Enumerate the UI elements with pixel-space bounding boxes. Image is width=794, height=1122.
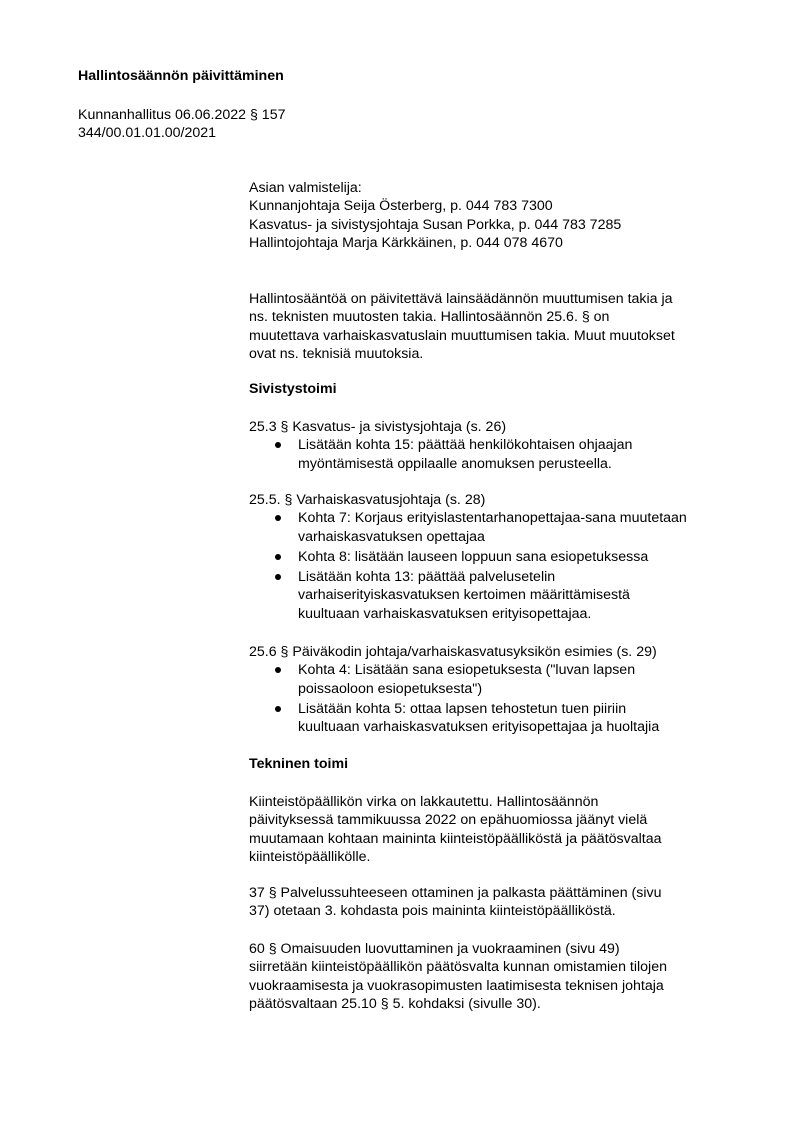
item-25-6 bbox=[249, 643, 729, 738]
bullet-item: Kohta 8: lisätään lauseen loppuun sana esiopetuksessa bbox=[249, 548, 729, 566]
text-line: ns. teknisten muutosten takia. Hallintosäännön 25.6. § on bbox=[249, 309, 610, 326]
text-line: Hallintosääntöä on päivitettävä lainsäädännön muuttumisen takia ja bbox=[249, 291, 673, 307]
text-line: vuokraamisesta ja vuokrasopimusten laatimisesta teknisen johtaja bbox=[249, 977, 664, 994]
text-line: siirretään kiinteistöpäällikön päätösvalta kunnan omistamien tilojen bbox=[249, 959, 667, 976]
bullet-icon bbox=[275, 706, 281, 712]
section-heading-sivistystoimi: Sivistystoimi bbox=[249, 381, 337, 397]
bullet-item: Lisätään kohta 15: päättää henkilökohtaisen ohjaajan myöntämisestä oppilaalle anomuksen perusteella. bbox=[249, 436, 729, 473]
preparer: Hallintojohtaja Marja Kärkkäinen, p. 044 078 4670 bbox=[249, 234, 563, 251]
bullet-icon bbox=[275, 442, 281, 448]
meeting-line: Kunnanhallitus 06.06.2022 § 157 bbox=[78, 107, 286, 123]
bullet-icon bbox=[275, 667, 281, 673]
document-title: Hallintosäännön päivittäminen bbox=[78, 68, 284, 84]
bullet-icon bbox=[275, 574, 281, 580]
preparer: Kunnanjohtaja Seija Österberg, p. 044 783 7300 bbox=[249, 198, 553, 215]
item-25-5 bbox=[249, 491, 729, 625]
preparers-block bbox=[249, 179, 729, 252]
text-line: 37 § Palvelussuhteeseen ottaminen ja palkasta päättäminen (sivu bbox=[249, 885, 662, 901]
text-line: päivityksessä tammikuussa 2022 on epähuomiossa jäänyt vielä bbox=[249, 812, 648, 829]
text-line: 60 § Omaisuuden luovuttaminen ja vuokraaminen (sivu 49) bbox=[249, 941, 620, 957]
record-number: 344/00.01.01.00/2021 bbox=[78, 125, 217, 141]
bullet-item: Kohta 4: Lisätään sana esiopetuksesta ("luvan lapsen poissaoloon esiopetuksesta") bbox=[249, 661, 729, 698]
text-line: päätösvaltaan 25.10 § 5. kohdaksi (sivulle 30). bbox=[249, 995, 541, 1012]
text-line: muutettava varhaiskasvatuslain muuttumisen takia. Muut muutokset bbox=[249, 327, 675, 344]
bullet-icon bbox=[275, 515, 281, 521]
bullet-item: Lisätään kohta 5: ottaa lapsen tehostetun tuen piiriin kuultuaan varhaiskasvatuksen erityisopettajaa ja huoltajia bbox=[249, 700, 729, 737]
text-line: ovat ns. teknisiä muutoksia. bbox=[249, 345, 424, 362]
section-heading-tekninen: Tekninen toimi bbox=[249, 756, 349, 772]
tekninen-paragraph-3 bbox=[249, 940, 729, 1013]
item-title: 25.5. § Varhaiskasvatusjohtaja (s. 28) bbox=[249, 492, 486, 508]
text-line: Kiinteistöpäällikön virka on lakkautettu. Hallintosäännön bbox=[249, 794, 599, 810]
bullet-item: Kohta 7: Korjaus erityislastentarhanopettajaa-sana muutetaan varhaiskasvatuksen opettajaa bbox=[249, 509, 729, 546]
item-25-3 bbox=[249, 418, 729, 475]
text-line: kiinteistöpäällikölle. bbox=[249, 848, 371, 865]
bullet-item: Lisätään kohta 13: päättää palvelusetelin varhaiserityiskasvatuksen kertoimen määrittämisestä kuultuaan varhaiskasvatuksen erityisopettajaa. bbox=[249, 568, 729, 623]
preparers-label: Asian valmistelija: bbox=[249, 180, 362, 196]
text-line: muutamaan kohtaan maininta kiinteistöpäälliköstä ja päätösvaltaa bbox=[249, 830, 662, 847]
bullet-icon bbox=[275, 554, 281, 560]
item-title: 25.3 § Kasvatus- ja sivistysjohtaja (s. 26) bbox=[249, 419, 507, 435]
preparer: Kasvatus- ja sivistysjohtaja Susan Porkka, p. 044 783 7285 bbox=[249, 216, 622, 233]
tekninen-paragraph-2 bbox=[249, 884, 729, 921]
tekninen-paragraph-1 bbox=[249, 793, 729, 866]
text-line: 37) otetaan 3. kohdasta pois maininta kiinteistöpäälliköstä. bbox=[249, 903, 616, 920]
intro-paragraph bbox=[249, 290, 729, 363]
item-title: 25.6 § Päiväkodin johtaja/varhaiskasvatusyksikön esimies (s. 29) bbox=[249, 644, 657, 660]
